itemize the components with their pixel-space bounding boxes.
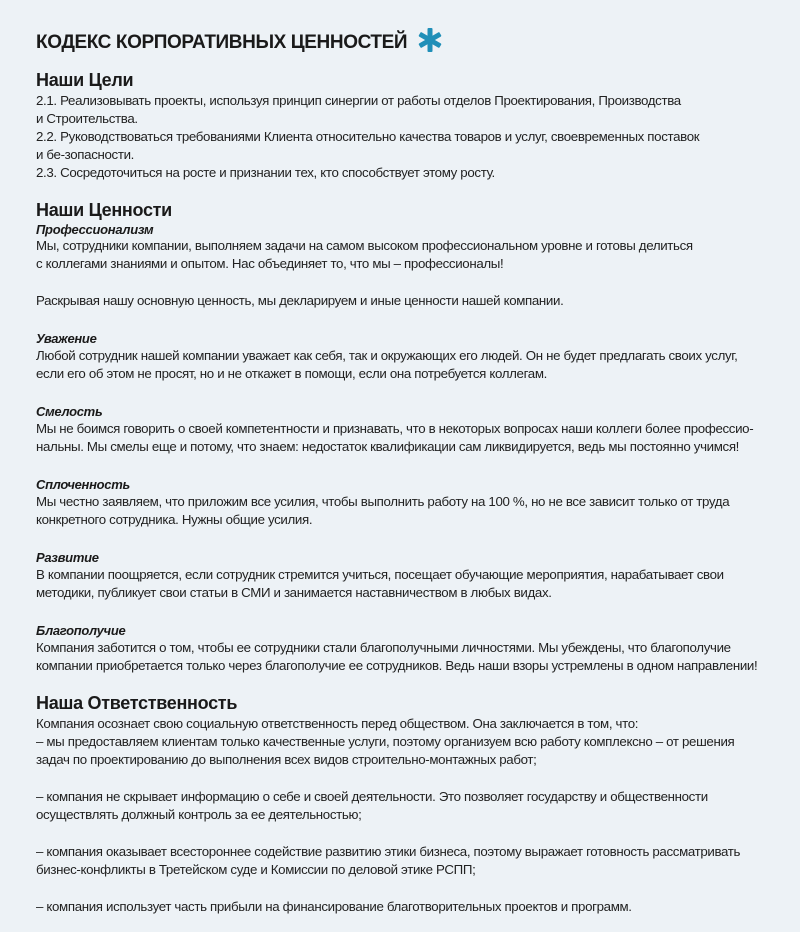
value-title-cohesion: Сплоченность [36,477,130,492]
value-title-development: Развитие [36,550,99,565]
goals-line: и Строительства. [36,111,138,126]
value-text: методики, публикует свои статьи в СМИ и занимается наставничеством в любых видах. [36,585,552,600]
value-title-professionalism: Профессионализм [36,222,154,237]
responsibility-point: бизнес-конфликты в Третейском суде и Комиссии по деловой этике РСПП; [36,862,476,877]
value-text: Мы честно заявляем, что приложим все усилия, чтобы выполнить работу на 100 %, но не все зависит только от труда [36,494,730,509]
goals-line: 2.2. Руководствоваться требованиями Клиента относительно качества товаров и услуг, своевременных поставок [36,129,700,144]
value-text: Любой сотрудник нашей компании уважает как себя, так и окружающих его людей. Он не будет предлагать своих услуг, [36,348,738,363]
value-text: Мы, сотрудники компании, выполняем задачи на самом высоком профессиональном уровне и готовы делиться [36,238,693,253]
value-text: Мы не боимся говорить о своей компетентности и признавать, что в некоторых вопросах наши коллеги более профессио- [36,421,754,436]
responsibility-intro: Компания осознает свою социальную ответственность перед обществом. Она заключается в том, что: [36,716,639,731]
value-text: конкретного сотрудника. Нужны общие усилия. [36,512,313,527]
value-text: если его об этом не просят, но и не откажет в помощи, если она потребуется коллегам. [36,366,547,381]
responsibility-point: – компания оказывает всестороннее содействие развитию этики бизнеса, поэтому выражает готовность рассматривать [36,844,741,859]
value-text: Компания заботится о том, чтобы ее сотрудники стали благополучными личностями. Мы убеждены, что благополучие [36,640,731,655]
asterisk-icon [418,28,442,52]
responsibility-point: задач по проектированию до выполнения всех видов строительно-монтажных работ; [36,752,537,767]
responsibility-point: – компания не скрывает информацию о себе и своей деятельности. Это позволяет государству и общественности [36,789,708,804]
value-text: В компании поощряется, если сотрудник стремится учиться, посещает обучающие мероприятия, нарабатывает свои [36,567,724,582]
goals-line: 2.1. Реализовывать проекты, используя принцип синергии от работы отделов Проектирования, Производства [36,93,681,108]
values-transition-text: Раскрывая нашу основную ценность, мы декларируем и иные ценности нашей компании. [36,293,564,308]
value-text: компании приобретается только через благополучие ее сотрудников. Ведь наши взоры устремлены в одном направлении! [36,658,758,673]
value-text: с коллегами знаниями и опытом. Нас объединяет то, что мы – профессионалы! [36,256,504,271]
value-title-respect: Уважение [36,331,97,346]
goals-line: 2.3. Сосредоточиться на росте и признании тех, кто способствует этому росту. [36,165,495,180]
responsibility-heading: Наша Ответственность [36,693,238,713]
document-title-text: КОДЕКС КОРПОРАТИВНЫХ ЦЕННОСТЕЙ [36,32,408,54]
document-title [36,31,442,55]
responsibility-point: – компания использует часть прибыли на финансирование благотворительных проектов и программ. [36,899,632,914]
goals-heading: Наши Цели [36,70,134,90]
responsibility-point: осуществлять должный контроль за ее деятельностью; [36,807,362,822]
goals-line: и бе-зопасности. [36,147,134,162]
values-heading: Наши Ценности [36,200,172,220]
value-text: нальны. Мы смелы еще и потому, что знаем: недостаток квалификации сам ликвидируется, ведь мы постоянно учимся! [36,439,740,454]
responsibility-point: – мы предоставляем клиентам только качественные услуги, поэтому организуем всю работу комплексно – от решения [36,734,735,749]
value-title-courage: Смелость [36,404,103,419]
value-title-wellbeing: Благополучие [36,623,126,638]
